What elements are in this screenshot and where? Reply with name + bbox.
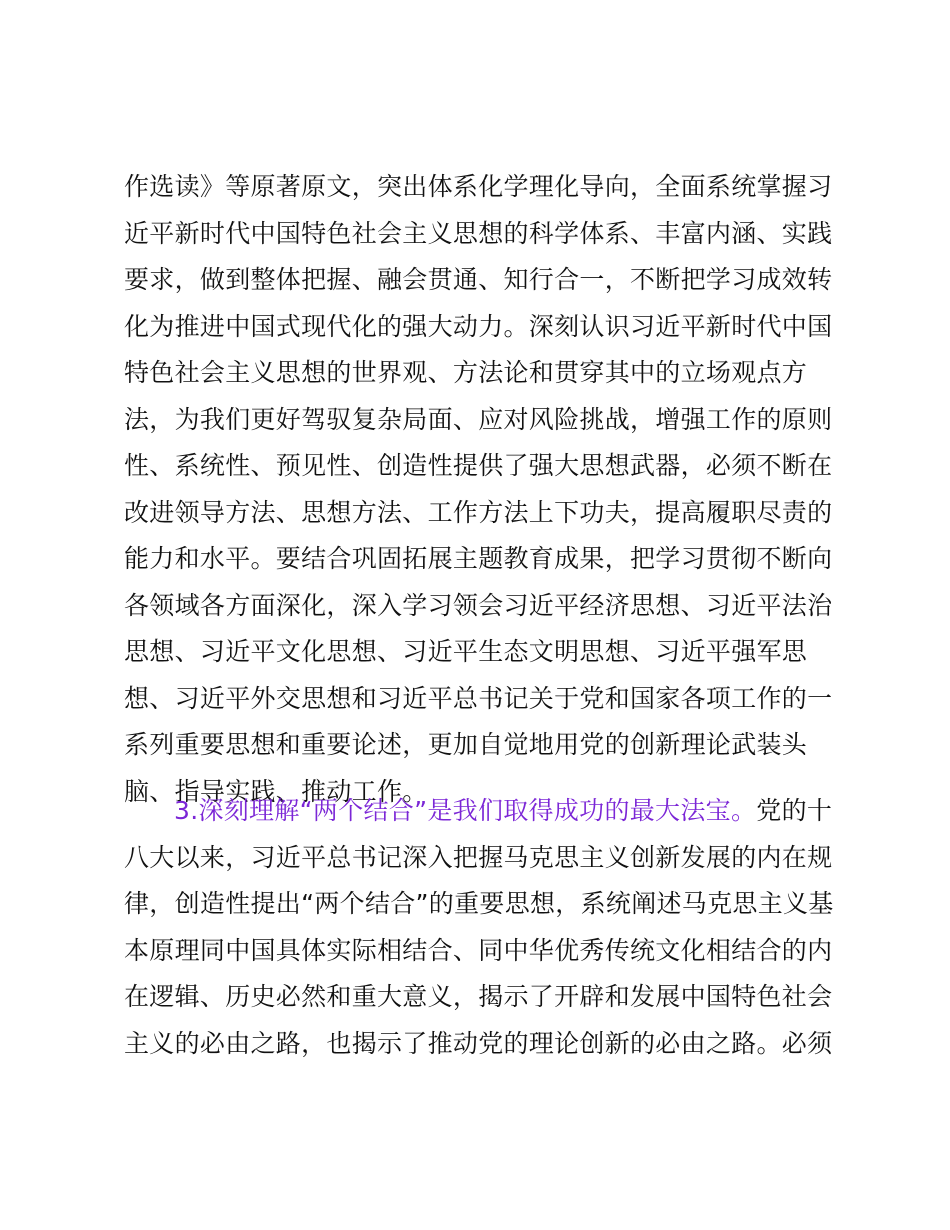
text-line: 八大以来，习近平总书记深入把握马克思主义创新发展的内在规 [124,842,833,872]
text-line: 各领域各方面深化，深入学习领会习近平经济思想、习近平法治 [124,590,833,620]
text-line: 在逻辑、历史必然和重大意义，揭示了开辟和发展中国特色社会 [124,982,833,1011]
heading-followup-text: 党的十 [756,796,833,825]
text-line: 主义的必由之路，也揭示了推动党的理论创新的必由之路。必须 [124,1028,833,1058]
text-line: 思想、习近平文化思想、习近平生态文明思想、习近平强军思 [124,637,808,666]
text-line: 近平新时代中国特色社会主义思想的科学体系、丰富内涵、实践 [124,218,833,248]
text-line: 性、系统性、预见性、创造性提供了强大思想武器，必须不断在 [124,451,833,480]
text-line: 能力和水平。要结合巩固拓展主题教育成果，把学习贯彻不断向 [124,544,833,573]
text-line: 化为推进中国式现代化的强大动力。深刻认识习近平新时代中国 [124,311,833,341]
section-paragraph [124,788,844,1067]
text-line-first [124,788,844,835]
text-line: 想、习近平外交思想和习近平总书记关于党和国家各项工作的一 [124,683,833,713]
body-paragraph [124,164,844,815]
section-heading: 3.深刻理解“两个结合”是我们取得成功的最大法宝。 [174,796,757,825]
text-line: 法，为我们更好驾驭复杂局面、应对风险挑战，增强工作的原则 [124,404,833,434]
text-line: 特色社会主义思想的世界观、方法论和贯穿其中的立场观点方 [124,358,808,387]
text-line: 脑、指导实践、推动工作。 [124,776,428,806]
text-line: 改进领导方法、思想方法、工作方法上下功夫，提高履职尽责的 [124,497,833,527]
text-line: 系列重要思想和重要论述，更加自觉地用党的创新理论武装头 [124,730,808,759]
text-line: 作选读》等原著原文，突出体系化学理化导向，全面系统掌握习 [124,172,833,201]
text-line: 要求，做到整体把握、融会贯通、知行合一，不断把学习成效转 [124,265,833,294]
text-line: 律，创造性提出“两个结合”的重要思想，系统阐述马克思主义基 [124,889,834,918]
text-line: 本原理同中国具体实际相结合、同中华优秀传统文化相结合的内 [124,935,833,965]
